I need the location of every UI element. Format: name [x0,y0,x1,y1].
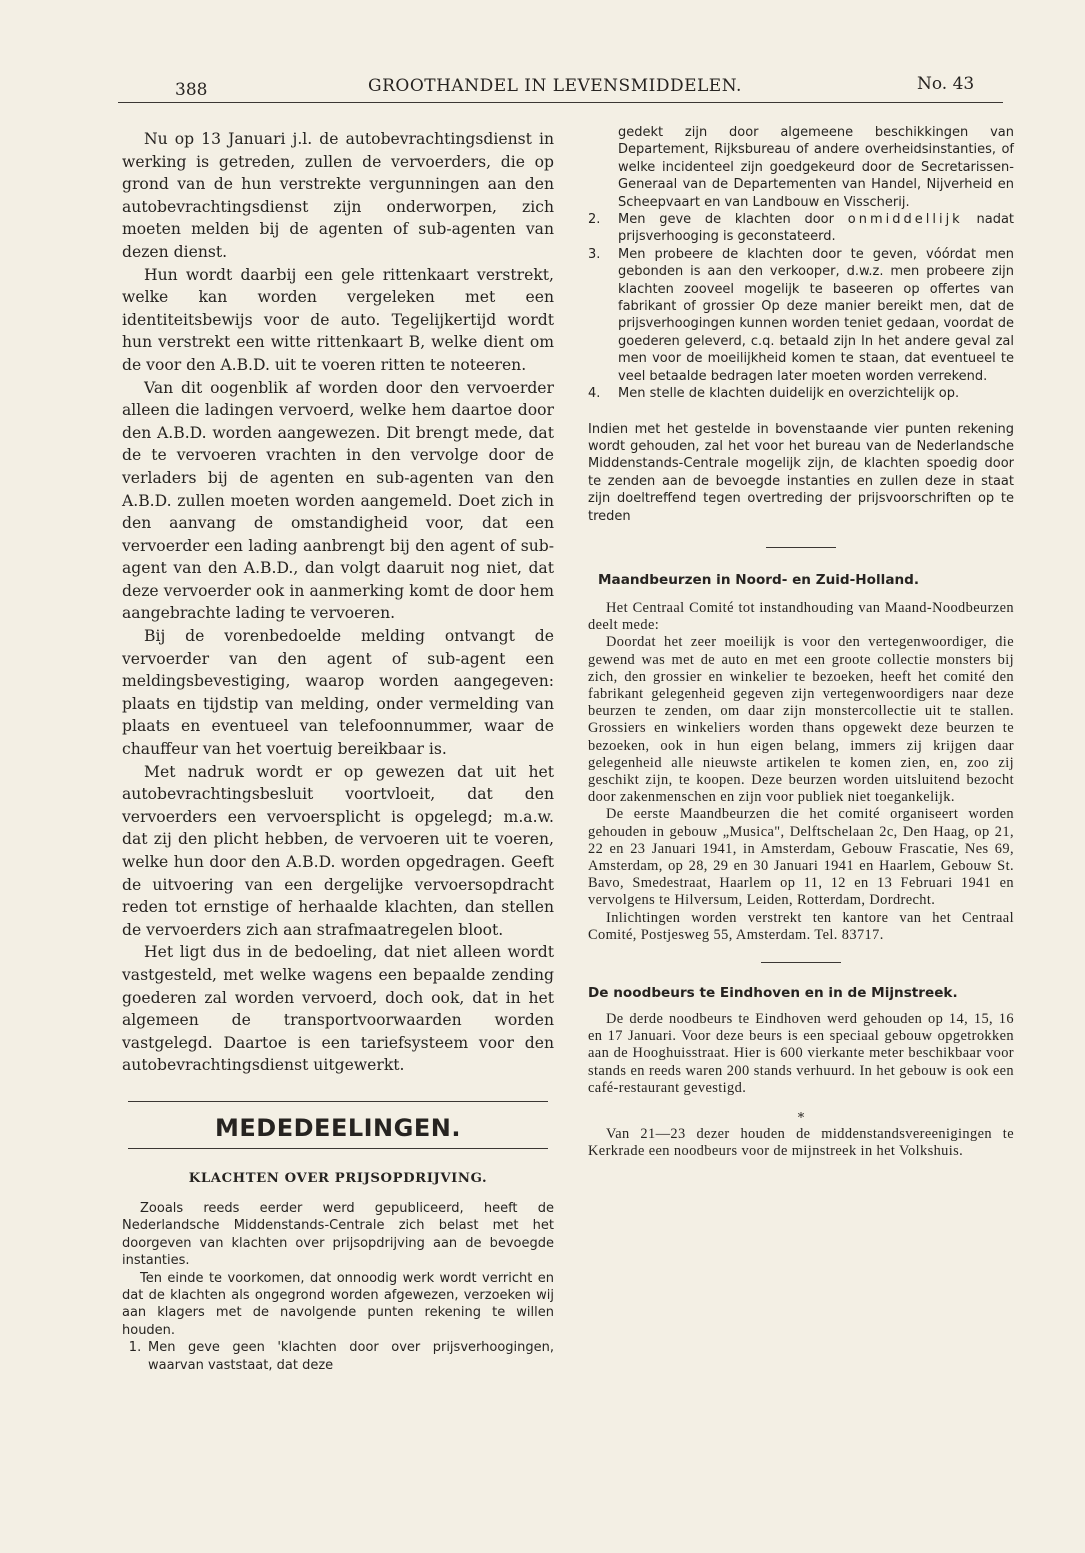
article-paragraph: Met nadruk wordt er op gewezen dat uit het autobevrachtingsbesluit voortvloeit, dat den vervoerders een vervoersplicht is opgelegd; m.a.w. dat zij den plicht hebben, de vervoeren uit te voeren, welke hun door den A.B.D. worden opgedragen. Geeft de uitvoering van een dergelijke vervoersopdracht reden tot ernstige of herhaalde klachten, dan stellen de vervoerders zich aan strafmaatregelen bloot. [122,762,554,939]
divider-rule [761,962,841,963]
maandbeurzen-title: Maandbeurzen in Noord- en Zuid-Holland. [598,571,920,588]
article-paragraph: Hun wordt daarbij een gele rittenkaart verstrekt, welke kan worden vergeleken met een identiteitsbewijs voor de auto. Tegelijkertijd wordt hun verstrekt een witte rittenkaart B, welke dient om de voor den A.B.D. uit te voeren ritten te noteeren. [122,265,554,374]
list-number: 3. [588,246,601,262]
list-number: 1. [128,1340,142,1356]
eindhoven-title: De noodbeurs te Eindhoven en in de Mijnstreek. [588,985,958,1001]
left-column [122,128,554,1374]
divider-rule [766,547,836,548]
article-paragraph: Het ligt dus in de bedoeling, dat niet alleen wordt vastgesteld, met welke wagens een bepaalde zending goederen zal worden vervoerd, doch ook, dat in het algemeen de transportvoorwaarden worden vastgelegd. Daartoe is een tariefsysteem voor den autobevrachtingsdienst uitgewerkt. [122,943,554,1075]
list-item [588,246,1014,385]
maandbeurzen-paragraph: Doordat het zeer moeilijk is voor den vertegenwoordiger, die gewend was met de auto en met een groote collectie monsters bij zich, den grossier en winkelier te bezoeken, heeft het comité den fabrikant gelegenheid gegeven zijn vertegenwoordigers naar deze beurzen te zenden, om daar zijn monstercollectie uit te stallen. Grossiers en winkeliers worden thans opgewekt deze beurzen te bezoeken, ook in hun eigen belang, immers zij krijgen daar gelegenheid alle nieuwste artikelen te komen zien, en, zoo zij geschikt zijn, te koopen. Deze beurzen worden uitsluitend bezocht door zakenmenschen en zijn voor publiek niet toegankelijk. [588,634,1014,806]
article-paragraph: Nu op 13 Januari j.l. de autobevrachtingsdienst in werking is getreden, zullen de vervoerders, die op grond van de hun verstrekte vergunningen aan den autobevrachtingsdienst zijn onderworpen, zich moeten melden bij de agenten of sub-agenten van dezen dienst. [122,130,554,261]
klachten-closing: Indien met het gestelde in bovenstaande vier punten rekening wordt gehouden, zal het voor het bureau van de Nederlandsche Middenstands-Centrale mogelijk zijn, de klachten spoedig door te zenden aan de bevoegde instanties en zullen deze in staat zijn doeltreffend tegen overtreding der prijsvoorschriften op te treden [588,421,1014,524]
list-item [588,211,1014,246]
list-text [618,211,1014,246]
maandbeurzen-paragraph: Inlichtingen worden verstrekt ten kantore van het Centraal Comité, Postjesweg 55, Amsterdam. Tel. 83717. [588,909,1014,943]
list-text: Men probeere de klachten door te geven, vóórdat men gebonden is aan den verkooper, d.w.z. men probeere zijn klachten zooveel mogelijk te baseeren op offertes van fabrikant of grossier Op deze manier bereikt men, dat de prijsverhoogingen kunnen worden teniet gedaan, voordat de goederen geleverd, c.q. betaald zijn In het andere geval zal men voor de moeilijkheid komen te staan, dat eventueel te veel betaalde bedragen later moeten worden verrekend. [618,246,1014,384]
article-paragraph: Bij de vorenbedoelde melding ontvangt de vervoerder van den agent of sub-agent een meldingsbevestiging, waarop worden aangegeven: plaats en tijdstip van melding, onder vermelding van plaats en eventueel van telefoonnummer, waar de chauffeur van het voertuig bereikbaar is. [122,627,554,759]
klachten-paragraph: Ten einde te voorkomen, dat onnoodig werk wordt verricht en dat de klachten als ongegrond worden afgewezen, verzoeken wij aan klagers met de navolgende punten rekening te willen houden. [122,1270,554,1338]
page-number: 388 [175,80,208,100]
star-separator: * [797,1111,805,1127]
article-paragraph: Van dit oogenblik af worden door den vervoerder alleen die ladingen vervoerd, welke hem daartoe door den A.B.D. worden aangewezen. Dit brengt mede, dat de te vervoeren vrachten in den vervolge door de verladers bij de agenten en sub-agenten van den A.B.D. zullen moeten worden aangemeld. Doet zich in den aanvang de omstandigheid voor, dat een vervoerder een lading aanbrengt bij den agent of sub-agent van den A.B.D., dan volgt daaruit nog niet, dat deze vervoerder ook in aanmerking komt de door hem aangebrachte lading te vervoeren. [122,378,554,623]
klachten-list [122,1339,554,1374]
emphasis-text: onmiddellijk [847,212,963,228]
maandbeurzen-paragraph: De eerste Maandbeurzen die het comité organiseert worden gehouden in gebouw „Musica", Delftschelaan 2c, Den Haag, op 21, 22 en 23 Januari 1941, in Amsterdam, Gebouw Frascatie, Nes 69, Amsterdam, op 28, 29 en 30 Januari 1941 en Haarlem, Gebouw St. Bavo, Smedestraat, Haarlem op 11, 12 en 13 Februari 1941 en vervolgens te Hilversum, Leiden, Rotterdam, Dordrecht. [588,806,1014,909]
list-item [122,1339,554,1374]
maandbeurzen-paragraph: Het Centraal Comité tot instandhouding van Maand-Noodbeurzen deelt mede: [588,599,1014,634]
klachten-title: KLACHTEN OVER PRIJSOPDRIJVING. [188,1170,488,1186]
right-column [588,124,1014,1160]
list-item [588,385,1014,402]
list-item [588,124,1014,211]
klachten-list-cont [588,124,1014,403]
list-text: Men stelle de klachten duidelijk en overzichtelijk op. [618,386,960,402]
section-rule-bottom [128,1148,548,1149]
running-title: GROOTHANDEL IN LEVENSMIDDELEN. [368,76,742,96]
list-text-part: nadat prijsverhooging is geconstateerd. [618,212,1015,245]
list-number: 2. [588,212,601,228]
klachten-paragraph: Zooals reeds eerder werd gepubliceerd, heeft de Nederlandsche Middenstands-Centrale zich belast met het doorgeven van klachten over prijsopdrijving aan de bevoegde instanties. [122,1200,554,1269]
list-text-part: Men geve de klachten door [618,212,834,228]
section-title: MEDEDEELINGEN. [215,1113,461,1142]
header-rule [118,102,1003,103]
eindhoven-closing: Van 21—23 dezer houden de middenstandsvereenigingen te Kerkrade een noodbeurs voor de mijnstreek in het Volkshuis. [588,1126,1014,1160]
section-rule-top [128,1101,548,1102]
list-text: Men geve geen 'klachten door over prijsverhoogingen, waarvan vaststaat, dat deze [148,1340,554,1373]
list-text: gedekt zijn door algemeene beschikkingen van Departement, Rijksbureau of andere overheidsinstanties, of welke incidenteel zijn goedgekeurd door de Secretarissen-Generaal van de Departementen van Handel, Nijverheid en Scheepvaart en van Landbouw en Visscherij. [618,125,1014,210]
list-number: 4. [588,386,601,402]
eindhoven-paragraph: De derde noodbeurs te Eindhoven werd gehouden op 14, 15, 16 en 17 Januari. Voor deze beurs is een speciaal gebouw opgetrokken aan de Hooghuisstraat. Hier is 600 vierkante meter beschikbaar voor stands en reeds waren 200 stands verhuurd. In het gebouw is ook een café-restaurant gevestigd. [588,1011,1014,1096]
issue-number: No. 43 [917,74,975,94]
